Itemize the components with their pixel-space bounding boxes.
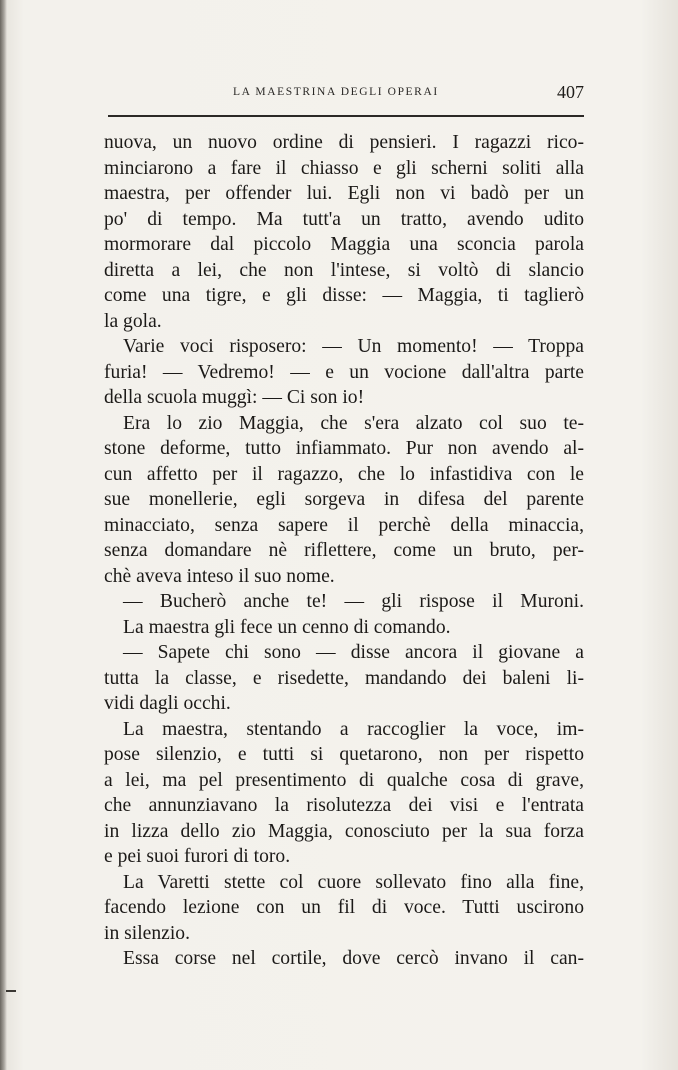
text-line: tutta la classe, e risedette, mandando dei baleni li- [104,667,584,689]
page-binding-edge [0,0,7,1070]
text-line: La maestra, stentando a raccoglier la voce, im- [123,718,584,740]
text-line: Era lo zio Maggia, che s'era alzato col suo te- [123,412,584,434]
text-line: cun affetto per il ragazzo, che lo infastidiva con le [104,463,584,485]
text-line: diretta a lei, che non l'intese, si voltò di slancio [104,259,584,281]
text-line: po' di tempo. Ma tutt'a un tratto, avendo udito [104,208,584,230]
header-rule [108,115,584,117]
text-line: Essa corse nel cortile, dove cercò invano il can- [123,948,584,969]
text-line: vidi dagli occhi. [104,693,231,714]
text-line: — Sapete chi sono — disse ancora il giovane a [123,642,584,663]
text-line: stone deforme, tutto infiammato. Pur non avendo al- [104,438,584,459]
text-line: nuova, un nuovo ordine di pensieri. I ragazzi rico- [104,132,584,153]
text-line: sue monellerie, egli sorgeva in difesa del parente [104,489,584,510]
text-line: La maestra gli fece un cenno di comando. [123,616,451,638]
text-line: a lei, ma pel presentimento di qualche cosa di grave, [104,769,584,791]
text-line: della scuola muggì: — Ci son io! [104,387,365,408]
text-line: come una tigre, e gli disse: — Maggia, ti taglierò [104,285,584,306]
text-line: la gola. [104,310,162,332]
running-header [103,82,590,106]
text-line: maestra, per offender lui. Egli non vi badò per un [104,183,584,204]
text-line: che annunziavano la risolutezza dei visi e l'entrata [104,795,584,816]
text-line: minciarono a fare il chiasso e gli scherni soliti alla [104,157,584,179]
running-title: LA MAESTRINA DEGLI OPERAI [233,86,439,98]
text-line: — Bucherò anche te! — gli rispose il Muroni. [123,591,584,612]
body-text [104,130,584,972]
page-number: 407 [557,82,584,102]
text-line: senza domandare nè riflettere, come un bruto, per- [104,540,584,561]
text-line: e pei suoi furori di toro. [104,846,291,867]
text-line: La Varetti stette col cuore sollevato fino alla fine, [123,871,584,893]
text-line: in lizza dello zio Maggia, conosciuto per la sua forza [104,820,584,842]
text-line: minacciato, senza sapere il perchè della minaccia, [104,514,584,536]
text-line: pose silenzio, e tutti si quetarono, non per rispetto [104,744,584,765]
text-line: Varie voci risposero: — Un momento! — Troppa [123,336,584,357]
margin-mark [6,990,16,992]
text-line: mormorare dal piccolo Maggia una sconcia parola [104,234,584,255]
text-line: in silenzio. [104,922,190,944]
text-line: chè aveva inteso il suo nome. [104,565,335,587]
text-line: facendo lezione con un fil di voce. Tutti uscirono [104,897,584,918]
text-line: furia! — Vedremo! — e un vocione dall'altra parte [104,361,584,383]
